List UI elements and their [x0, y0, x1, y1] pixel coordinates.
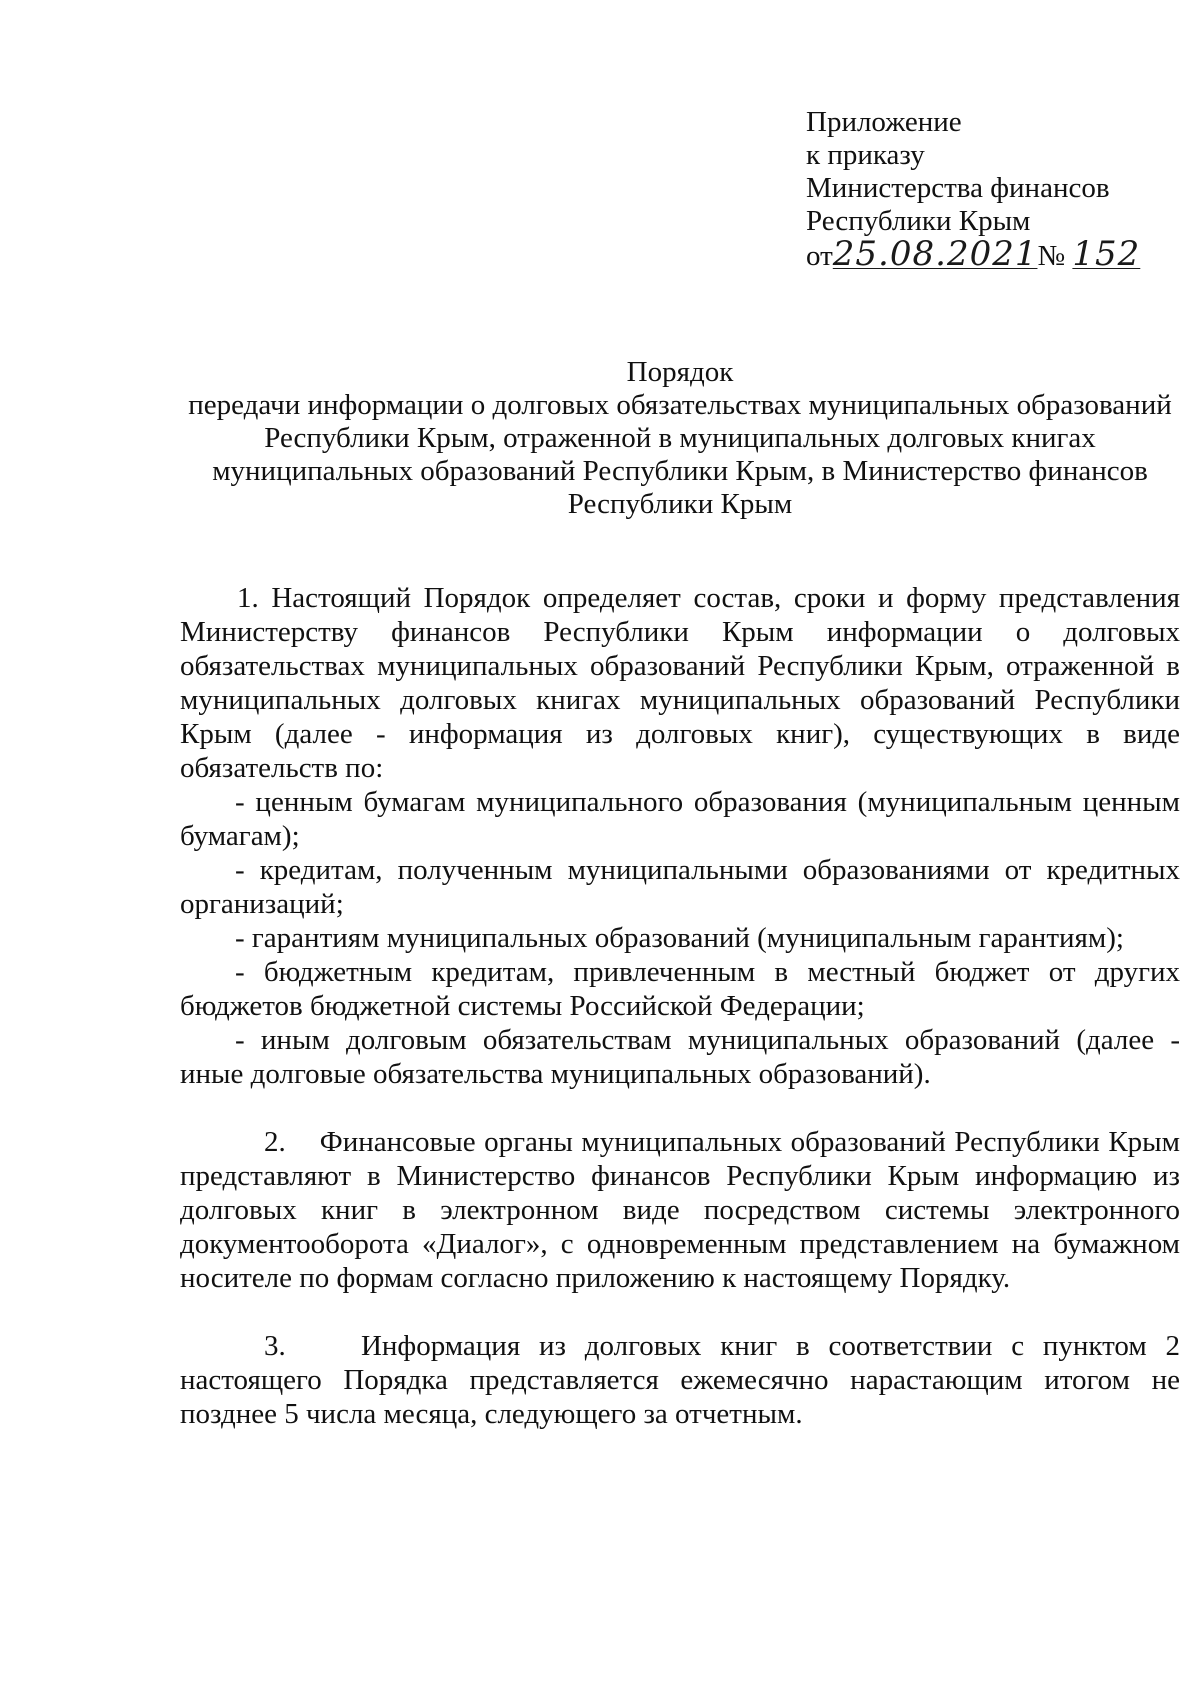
title-line-5: Республики Крым	[567, 488, 793, 520]
title-line-2: передачи информации о долговых обязательствах муниципальных образований	[188, 389, 1172, 421]
list-item: - иным долговым обязательствам муниципальных образований (далее - иные долговые обязательства муниципальных образований).	[180, 1024, 1180, 1090]
document-body	[180, 581, 1180, 1431]
title-line-4: муниципальных образований Республики Крым, в Министерство финансов	[212, 455, 1148, 487]
date-prefix: от	[806, 240, 833, 272]
approval-line-order: к приказу	[806, 139, 925, 171]
approval-date-line	[806, 234, 1186, 274]
handwritten-date: 25.08.2021	[832, 234, 1038, 274]
list-item: - ценным бумагам муниципального образования (муниципальным ценным бумагам);	[180, 786, 1180, 852]
paragraph-3: 3. Информация из долговых книг в соответствии с пунктом 2 настоящего Порядка представляется ежемесячно нарастающим итогом не позднее 5 числа месяца, следующего за отчетным.	[180, 1330, 1180, 1430]
paragraph-1: 1. Настоящий Порядок определяет состав, сроки и форму представления Министерству финансов Республики Крым информации о долговых обязательствах муниципальных образований Республики Крым, отраженной в муниципальных долговых книгах муниципальных образований Республики Крым (далее - информация из долговых книг), существующих в виде обязательств по:	[180, 582, 1180, 784]
handwritten-number: 152	[1072, 234, 1141, 274]
approval-line-ministry: Министерства финансов	[806, 172, 1110, 204]
title-line-3: Республики Крым, отраженной в муниципальных долговых книгах	[264, 422, 1096, 454]
approval-line-appendix: Приложение	[806, 106, 962, 138]
list-item: - гарантиям муниципальных образований (муниципальным гарантиям);	[235, 922, 1124, 954]
paragraph-2: 2. Финансовые органы муниципальных образований Республики Крым представляют в Министерство финансов Республики Крым информацию из долговых книг в электронном виде посредством системы электронного документооборота «Диалог», с одновременным представлением на бумажном носителе по формам согласно приложению к настоящему Порядку.	[180, 1126, 1180, 1294]
approval-block	[806, 106, 1186, 273]
number-prefix: №	[1037, 240, 1066, 272]
document-title	[150, 356, 1200, 521]
list-item: - бюджетным кредитам, привлеченным в местный бюджет от других бюджетов бюджетной системы Российской Федерации;	[180, 956, 1180, 1022]
approval-line-republic: Республики Крым	[806, 205, 1031, 237]
list-item: - кредитам, полученным муниципальными образованиями от кредитных организаций;	[180, 854, 1180, 920]
title-line-1: Порядок	[626, 356, 734, 388]
